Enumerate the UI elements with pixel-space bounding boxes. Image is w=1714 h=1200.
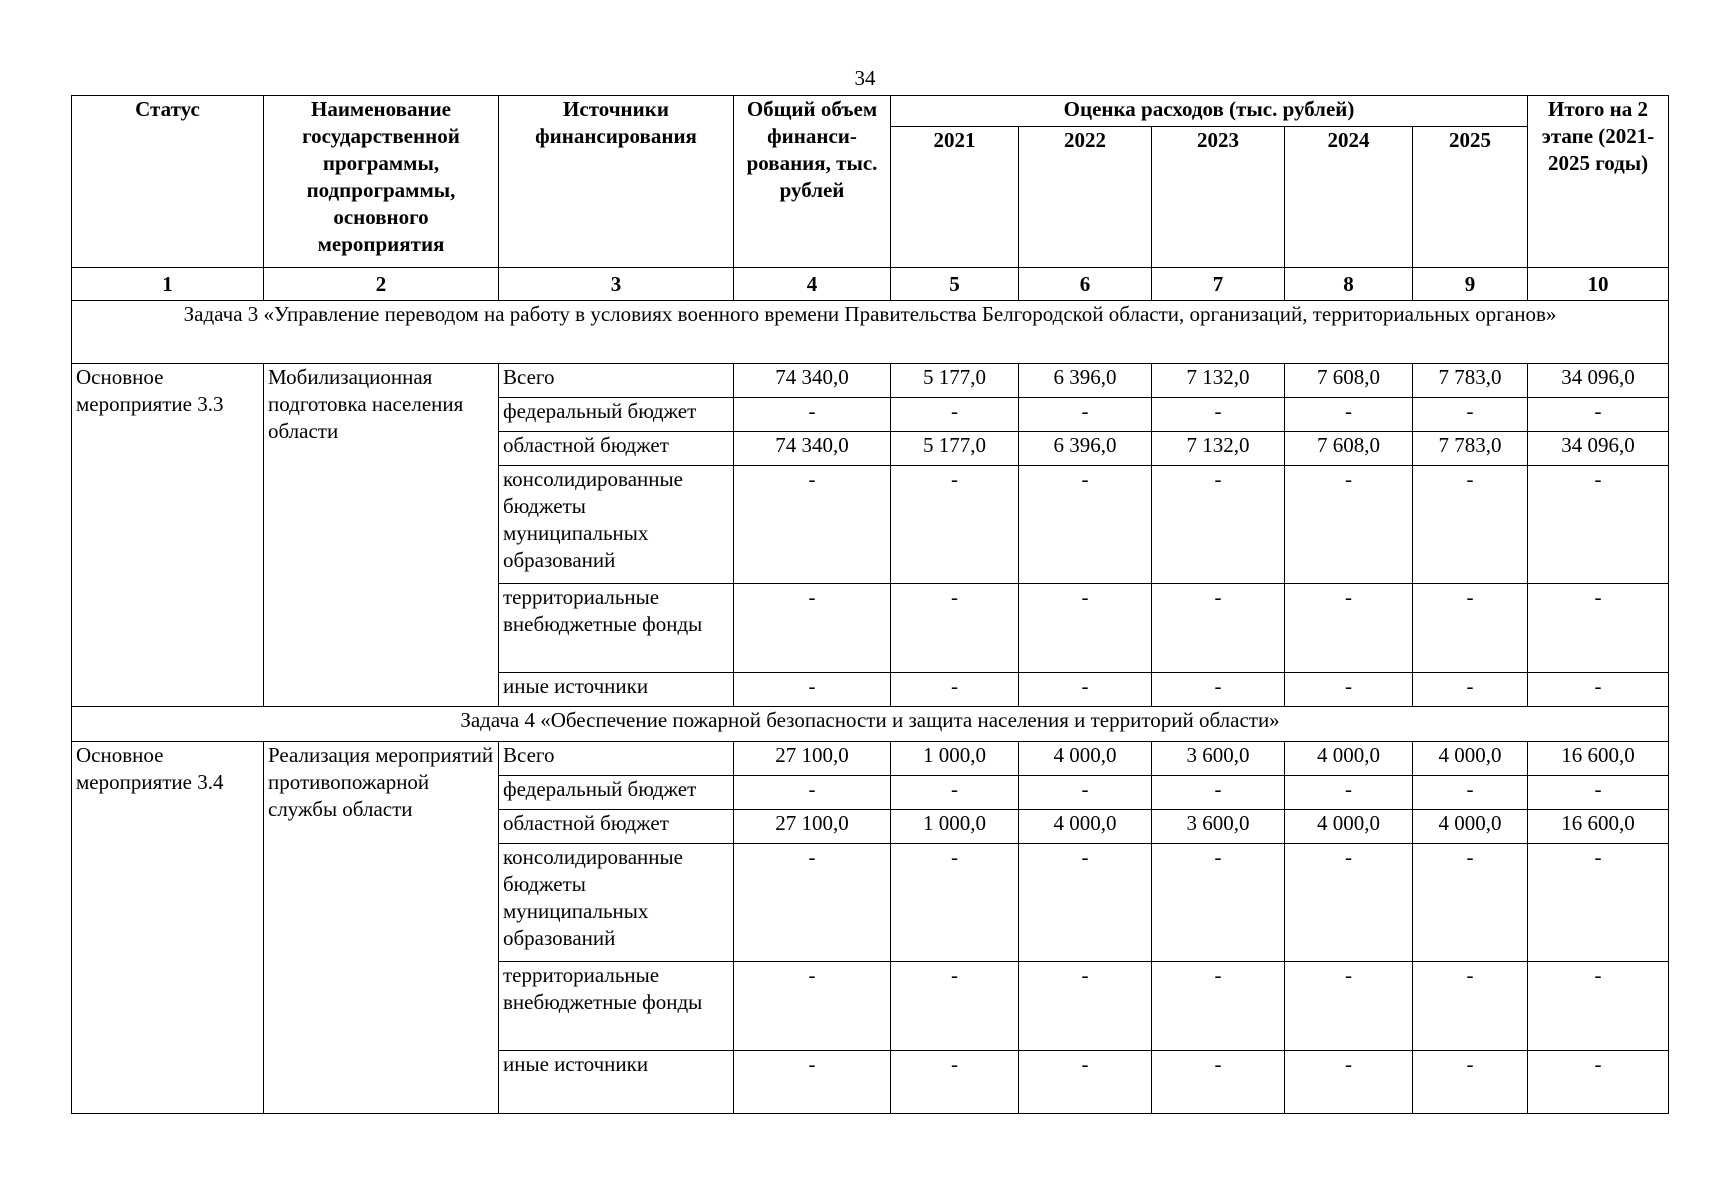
task-title: Задача 4 «Обеспечение пожарной безопасности и защита населения и территорий области»: [72, 707, 1669, 742]
value-cell: -: [734, 962, 891, 1051]
table-row: [72, 742, 1669, 776]
column-number: 2: [264, 268, 499, 301]
column-number: 1: [72, 268, 264, 301]
value-cell: -: [1528, 466, 1669, 584]
value-cell: 6 396,0: [1019, 432, 1152, 466]
value-cell: -: [891, 673, 1019, 707]
header-stage-total: Итого на 2 этапе (2021-2025 годы): [1528, 96, 1669, 268]
value-cell: -: [734, 1051, 891, 1114]
value-cell: -: [1152, 776, 1285, 810]
value-cell: -: [1019, 1051, 1152, 1114]
value-cell: 1 000,0: [891, 742, 1019, 776]
value-cell: -: [1019, 673, 1152, 707]
value-cell: -: [891, 466, 1019, 584]
source-cell: консолидированные бюджеты муниципальных образований: [499, 466, 734, 584]
header-year: 2025: [1413, 127, 1528, 268]
column-number: 3: [499, 268, 734, 301]
value-cell: 16 600,0: [1528, 810, 1669, 844]
task-row: [72, 707, 1669, 742]
source-cell: территориальные внебюджетные фонды: [499, 584, 734, 673]
value-cell: 4 000,0: [1019, 742, 1152, 776]
value-cell: -: [1285, 776, 1413, 810]
header-total-volume: Общий объем финанси-рования, тыс. рублей: [734, 96, 891, 268]
task-row: [72, 301, 1669, 364]
value-cell: -: [1413, 584, 1528, 673]
value-cell: -: [1413, 776, 1528, 810]
source-cell: иные источники: [499, 673, 734, 707]
value-cell: -: [1285, 398, 1413, 432]
value-cell: -: [1528, 1051, 1669, 1114]
header-estimate: Оценка расходов (тыс. рублей): [891, 96, 1528, 127]
value-cell: -: [1152, 962, 1285, 1051]
value-cell: -: [1285, 673, 1413, 707]
value-cell: -: [1528, 398, 1669, 432]
value-cell: -: [1528, 962, 1669, 1051]
value-cell: 16 600,0: [1528, 742, 1669, 776]
value-cell: -: [891, 776, 1019, 810]
source-cell: федеральный бюджет: [499, 776, 734, 810]
value-cell: -: [1285, 584, 1413, 673]
source-cell: Всего: [499, 742, 734, 776]
value-cell: 74 340,0: [734, 364, 891, 398]
column-number: 8: [1285, 268, 1413, 301]
source-cell: иные источники: [499, 1051, 734, 1114]
source-cell: Всего: [499, 364, 734, 398]
page-number: 34: [854, 66, 876, 90]
value-cell: -: [1152, 844, 1285, 962]
value-cell: 3 600,0: [1152, 742, 1285, 776]
source-cell: территориальные внебюджетные фонды: [499, 962, 734, 1051]
value-cell: -: [1285, 844, 1413, 962]
value-cell: 7 132,0: [1152, 432, 1285, 466]
value-cell: 7 608,0: [1285, 432, 1413, 466]
column-number: 10: [1528, 268, 1669, 301]
value-cell: -: [1528, 584, 1669, 673]
value-cell: -: [1019, 398, 1152, 432]
value-cell: -: [891, 962, 1019, 1051]
value-cell: -: [891, 584, 1019, 673]
value-cell: -: [891, 398, 1019, 432]
status-cell: Основное мероприятие 3.3: [72, 364, 264, 707]
value-cell: -: [734, 673, 891, 707]
value-cell: 5 177,0: [891, 432, 1019, 466]
value-cell: 34 096,0: [1528, 432, 1669, 466]
value-cell: -: [1152, 673, 1285, 707]
value-cell: -: [1285, 466, 1413, 584]
value-cell: 27 100,0: [734, 742, 891, 776]
value-cell: 5 177,0: [891, 364, 1019, 398]
value-cell: -: [1413, 398, 1528, 432]
value-cell: 7 783,0: [1413, 364, 1528, 398]
header-name: Наименование государственной программы, подпрограммы, основного мероприятия: [264, 96, 499, 268]
header-status: Статус: [72, 96, 264, 268]
header-year: 2021: [891, 127, 1019, 268]
value-cell: -: [1019, 844, 1152, 962]
value-cell: -: [1413, 844, 1528, 962]
value-cell: 4 000,0: [1413, 810, 1528, 844]
value-cell: -: [1152, 466, 1285, 584]
source-cell: областной бюджет: [499, 432, 734, 466]
value-cell: 4 000,0: [1285, 810, 1413, 844]
value-cell: -: [1019, 584, 1152, 673]
source-cell: федеральный бюджет: [499, 398, 734, 432]
value-cell: -: [734, 466, 891, 584]
value-cell: -: [1152, 398, 1285, 432]
value-cell: -: [1528, 776, 1669, 810]
source-cell: областной бюджет: [499, 810, 734, 844]
value-cell: -: [1528, 673, 1669, 707]
header-year: 2022: [1019, 127, 1152, 268]
header-sources: Источники финансирования: [499, 96, 734, 268]
value-cell: 7 608,0: [1285, 364, 1413, 398]
value-cell: 3 600,0: [1152, 810, 1285, 844]
value-cell: -: [1413, 466, 1528, 584]
budget-table: [71, 95, 1669, 1114]
value-cell: -: [734, 776, 891, 810]
program-name-cell: Реализация мероприятий противопожарной службы области: [264, 742, 499, 1114]
value-cell: -: [734, 398, 891, 432]
table-row: [72, 364, 1669, 398]
value-cell: -: [1413, 962, 1528, 1051]
table-header: [72, 96, 1669, 268]
value-cell: 1 000,0: [891, 810, 1019, 844]
value-cell: -: [1019, 962, 1152, 1051]
value-cell: -: [891, 844, 1019, 962]
value-cell: -: [1152, 1051, 1285, 1114]
value-cell: 7 132,0: [1152, 364, 1285, 398]
value-cell: -: [1019, 466, 1152, 584]
value-cell: 7 783,0: [1413, 432, 1528, 466]
status-cell: Основное мероприятие 3.4: [72, 742, 264, 1114]
value-cell: 4 000,0: [1413, 742, 1528, 776]
value-cell: -: [1285, 1051, 1413, 1114]
value-cell: -: [1413, 1051, 1528, 1114]
task-title: Задача 3 «Управление переводом на работу в условиях военного времени Правительства Белгородской области, организаций, территориальных органов»: [72, 301, 1669, 364]
value-cell: -: [891, 1051, 1019, 1114]
column-numbers-row: [72, 268, 1669, 301]
value-cell: 27 100,0: [734, 810, 891, 844]
value-cell: 6 396,0: [1019, 364, 1152, 398]
value-cell: -: [1413, 673, 1528, 707]
column-number: 4: [734, 268, 891, 301]
column-number: 9: [1413, 268, 1528, 301]
value-cell: -: [734, 844, 891, 962]
value-cell: 4 000,0: [1019, 810, 1152, 844]
column-number: 7: [1152, 268, 1285, 301]
column-number: 6: [1019, 268, 1152, 301]
header-year: 2023: [1152, 127, 1285, 268]
source-cell: консолидированные бюджеты муниципальных образований: [499, 844, 734, 962]
header-year: 2024: [1285, 127, 1413, 268]
value-cell: 34 096,0: [1528, 364, 1669, 398]
value-cell: -: [1152, 584, 1285, 673]
value-cell: -: [1528, 844, 1669, 962]
value-cell: 74 340,0: [734, 432, 891, 466]
program-name-cell: Мобилизационная подготовка населения области: [264, 364, 499, 707]
value-cell: -: [1019, 776, 1152, 810]
value-cell: -: [734, 584, 891, 673]
column-number: 5: [891, 268, 1019, 301]
value-cell: 4 000,0: [1285, 742, 1413, 776]
value-cell: -: [1285, 962, 1413, 1051]
